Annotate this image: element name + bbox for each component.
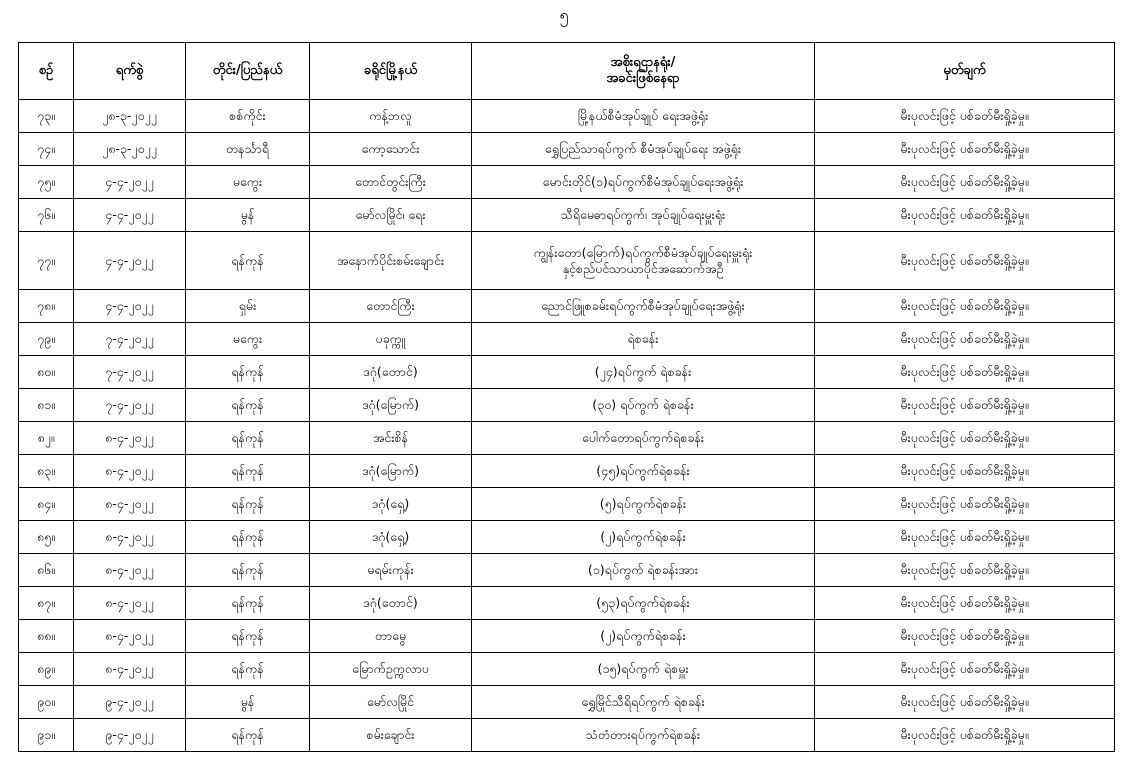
cell-date: ၉-၄-၂၀၂၂ (74, 686, 186, 719)
cell-date: ၇-၄-၂၀၂၂ (74, 356, 186, 389)
cell-township: ဒဂုံ(ရှေ့) (310, 521, 472, 554)
table-row (19, 356, 1115, 389)
cell-remark: မီးပုလင်းဖြင့် ပစ်ခတ်မီးရှို့ခဲ့မှု။ (815, 389, 1115, 422)
cell-date: ၂၈-၃-၂၀၂၂ (74, 100, 186, 133)
table-row (19, 100, 1115, 133)
cell-date: ၇-၄-၂၀၂၂ (74, 323, 186, 356)
table-row (19, 554, 1115, 587)
cell-township: ဒဂုံ(တောင်) (310, 587, 472, 620)
cell-location: (၅)ရပ်ကွက်ရဲစခန်း (472, 488, 815, 521)
cell-township: ဒဂုံ(တောင်) (310, 356, 472, 389)
cell-date: ၄-၄-၂၀၂၂ (74, 199, 186, 232)
cell-location-line2: နှင့်စည်ပင်သာယာပိုင်အဆောက်အဦ (562, 260, 724, 276)
cell-township: မြောက်ဥက္ကလာပ (310, 653, 472, 686)
cell-date: ၈-၄-၂၀၂၂ (74, 653, 186, 686)
cell-location: (၁၅)ရပ်ကွက် ရဲစမှူး (472, 653, 815, 686)
cell-remark: မီးပုလင်းဖြင့် ပစ်ခတ်မီးရှို့ခဲ့မှု။ (815, 554, 1115, 587)
cell-township: ကော့သောင်း (310, 133, 472, 166)
cell-date: ၈-၄-၂၀၂၂ (74, 554, 186, 587)
cell-remark: မီးပုလင်းဖြင့် ပစ်ခတ်မီးရှို့ခဲ့မှု။ (815, 653, 1115, 686)
cell-remark: မီးပုလင်းဖြင့် ပစ်ခတ်မီးရှို့ခဲ့မှု။ (815, 232, 1115, 290)
cell-remark: မီးပုလင်းဖြင့် ပစ်ခတ်မီးရှို့ခဲ့မှု။ (815, 199, 1115, 232)
table-row (19, 133, 1115, 166)
cell-region: ရန်ကုန် (186, 554, 310, 587)
cell-township: အင်းစိန် (310, 422, 472, 455)
cell-location (472, 232, 815, 290)
cell-no: ၇၇။ (19, 232, 74, 290)
cell-remark: မီးပုလင်းဖြင့် ပစ်ခတ်မီးရှို့ခဲ့မှု။ (815, 521, 1115, 554)
table-row (19, 455, 1115, 488)
header-location-line1: အစိုးရဌာနရုံး/ (610, 55, 676, 70)
cell-location: (၃၀) ရပ်ကွက် ရဲစခန်း (472, 389, 815, 422)
cell-township: အနောက်ပိုင်းစမ်းချောင်း (310, 232, 472, 290)
cell-remark: မီးပုလင်းဖြင့် ပစ်ခတ်မီးရှို့ခဲ့မှု။ (815, 323, 1115, 356)
cell-region: စစ်ကိုင်း (186, 100, 310, 133)
cell-remark: မီးပုလင်းဖြင့် ပစ်ခတ်မီးရှို့ခဲ့မှု။ (815, 422, 1115, 455)
cell-date: ၈-၄-၂၀၂၂ (74, 587, 186, 620)
cell-location: သီရိမေဓာရပ်ကွက်၊ အုပ်ချုပ်ရေးမှူးရုံး (472, 199, 815, 232)
cell-location: (၂)ရပ်ကွက်ရဲစခန်း (472, 620, 815, 653)
cell-remark: မီးပုလင်းဖြင့် ပစ်ခတ်မီးရှို့ခဲ့မှု။ (815, 290, 1115, 323)
cell-location: မောင်းတိုင်(၁)ရပ်ကွက်စီမံအုပ်ချုပ်ရေးအဖွဲ့ရုံး (472, 166, 815, 199)
cell-date: ၂၈-၃-၂၀၂၂ (74, 133, 186, 166)
cell-region: ရန်ကုန် (186, 521, 310, 554)
cell-date: ၈-၄-၂၀၂၂ (74, 455, 186, 488)
cell-township: ဒဂုံ(ရှေ့) (310, 488, 472, 521)
cell-date: ၈-၄-၂၀၂၂ (74, 422, 186, 455)
cell-date: ၇-၄-၂၀၂၂ (74, 389, 186, 422)
table-row (19, 422, 1115, 455)
cell-location: (၁)ရပ်ကွက် ရဲစခန်းအား (472, 554, 815, 587)
table-header-row (19, 43, 1115, 100)
cell-remark: မီးပုလင်းဖြင့် ပစ်ခတ်မီးရှို့ခဲ့မှု။ (815, 620, 1115, 653)
cell-remark: မီးပုလင်းဖြင့် ပစ်ခတ်မီးရှို့ခဲ့မှု။ (815, 100, 1115, 133)
cell-region: ရန်ကုန် (186, 422, 310, 455)
cell-location: (၄၅)ရပ်ကွက်ရဲစခန်း (472, 455, 815, 488)
cell-region: မွန် (186, 199, 310, 232)
cell-region: မကွေး (186, 323, 310, 356)
cell-no: ၉၀။ (19, 686, 74, 719)
cell-location: ရွှေပြည်သာရပ်ကွက် စီမံအုပ်ချုပ်ရေး အဖွဲ့ရုံး (472, 133, 815, 166)
cell-township: တောင်တွင်းကြီး (310, 166, 472, 199)
table-row (19, 323, 1115, 356)
cell-no: ၇၉။ (19, 323, 74, 356)
cell-no: ၈၂။ (19, 422, 74, 455)
cell-location: ညောင်ဖြူစခမ်းရပ်ကွက်စီမံအုပ်ချုပ်ရေးအဖွဲ့ရုံး (472, 290, 815, 323)
cell-region: ရှမ်း (186, 290, 310, 323)
table-row (19, 488, 1115, 521)
cell-region: ရန်ကုန် (186, 389, 310, 422)
cell-region: ရန်ကုန် (186, 356, 310, 389)
cell-township: တောင်ကြီး (310, 290, 472, 323)
table-row (19, 719, 1115, 752)
cell-region: ရန်ကုန် (186, 232, 310, 290)
cell-region: ရန်ကုန် (186, 488, 310, 521)
cell-no: ၇၄။ (19, 133, 74, 166)
cell-region: ရန်ကုန် (186, 455, 310, 488)
cell-no: ၇၅။ (19, 166, 74, 199)
cell-date: ၈-၄-၂၀၂၂ (74, 620, 186, 653)
cell-date: ၄-၄-၂၀၂၂ (74, 232, 186, 290)
cell-township: စမ်းချောင်း (310, 719, 472, 752)
cell-region: ရန်ကုန် (186, 653, 310, 686)
cell-remark: မီးပုလင်းဖြင့် ပစ်ခတ်မီးရှို့ခဲ့မှု။ (815, 719, 1115, 752)
cell-no: ၈၉။ (19, 653, 74, 686)
cell-location: ရွှေမြိုင်သီရိရပ်ကွက် ရဲစခန်း (472, 686, 815, 719)
cell-no: ၈၃။ (19, 455, 74, 488)
table-row (19, 686, 1115, 719)
cell-township: ဒဂုံ(မြောက်) (310, 455, 472, 488)
table-row (19, 521, 1115, 554)
header-region: တိုင်း/ပြည်နယ် (186, 43, 310, 100)
cell-location: (၅၃)ရပ်ကွက်ရဲစခန်း (472, 587, 815, 620)
cell-no: ၈၅။ (19, 521, 74, 554)
cell-township: မော်လမြိုင်၊ ရေး (310, 199, 472, 232)
cell-no: ၉၁။ (19, 719, 74, 752)
header-township: ခရိုင်မြို့နယ် (310, 43, 472, 100)
cell-region: တနင်္သာရီ (186, 133, 310, 166)
cell-region: ရန်ကုန် (186, 719, 310, 752)
cell-remark: မီးပုလင်းဖြင့် ပစ်ခတ်မီးရှို့ခဲ့မှု။ (815, 587, 1115, 620)
cell-township: ကန့်ဘလူ (310, 100, 472, 133)
cell-remark: မီးပုလင်းဖြင့် ပစ်ခတ်မီးရှို့ခဲ့မှု။ (815, 133, 1115, 166)
incident-table (18, 42, 1115, 752)
cell-no: ၇၈။ (19, 290, 74, 323)
cell-region: မွန် (186, 686, 310, 719)
cell-location: (၂)ရပ်ကွက်ရဲစခန်း (472, 521, 815, 554)
cell-no: ၈၀။ (19, 356, 74, 389)
table-row (19, 653, 1115, 686)
cell-remark: မီးပုလင်းဖြင့် ပစ်ခတ်မီးရှို့ခဲ့မှု။ (815, 356, 1115, 389)
page-number: ၅ (559, 5, 569, 24)
cell-remark: မီးပုလင်းဖြင့် ပစ်ခတ်မီးရှို့ခဲ့မှု။ (815, 488, 1115, 521)
cell-date: ၈-၄-၂၀၂၂ (74, 488, 186, 521)
cell-date: ၉-၄-၂၀၂၂ (74, 719, 186, 752)
table-row (19, 199, 1115, 232)
cell-region: မကွေး (186, 166, 310, 199)
header-location (472, 43, 815, 100)
cell-no: ၈၇။ (19, 587, 74, 620)
cell-township: မရမ်းကုန်း (310, 554, 472, 587)
table-row (19, 166, 1115, 199)
cell-region: ရန်ကုန် (186, 587, 310, 620)
cell-region: ရန်ကုန် (186, 620, 310, 653)
cell-location-line1: ကျွန်းတော(မြောက်)ရပ်ကွက်စီမံအုပ်ချုပ်ရေးမှူးရုံး (533, 244, 753, 260)
table-row (19, 620, 1115, 653)
cell-township: တာမွေ (310, 620, 472, 653)
header-date: ရက်စွဲ (74, 43, 186, 100)
header-remark: မှတ်ချက် (815, 43, 1115, 100)
cell-remark: မီးပုလင်းဖြင့် ပစ်ခတ်မီးရှို့ခဲ့မှု။ (815, 455, 1115, 488)
cell-no: ၈၈။ (19, 620, 74, 653)
cell-township: ပခုက္ကူ (310, 323, 472, 356)
header-location-line2: အခင်းဖြစ်နေရာ (606, 71, 680, 86)
cell-location: (၂၄)ရပ်ကွက် ရဲစခန်း (472, 356, 815, 389)
cell-date: ၄-၄-၂၀၂၂ (74, 290, 186, 323)
cell-remark: မီးပုလင်းဖြင့် ပစ်ခတ်မီးရှို့ခဲ့မှု။ (815, 686, 1115, 719)
cell-no: ၈၁။ (19, 389, 74, 422)
cell-remark: မီးပုလင်းဖြင့် ပစ်ခတ်မီးရှို့ခဲ့မှု။ (815, 166, 1115, 199)
table-row (19, 587, 1115, 620)
cell-no: ၇၆။ (19, 199, 74, 232)
table-row (19, 290, 1115, 323)
cell-location: ရဲစခန်း (472, 323, 815, 356)
cell-date: ၈-၄-၂၀၂၂ (74, 521, 186, 554)
cell-date: ၄-၄-၂၀၂၂ (74, 166, 186, 199)
cell-no: ၈၄။ (19, 488, 74, 521)
table-row (19, 232, 1115, 290)
cell-township: မော်လမြိုင် (310, 686, 472, 719)
cell-location: သံတံတားရပ်ကွက်ရဲစခန်း (472, 719, 815, 752)
cell-no: ၈၆။ (19, 554, 74, 587)
table-row (19, 389, 1115, 422)
cell-township: ဒဂုံ(မြောက်) (310, 389, 472, 422)
cell-location: ပေါက်တောရပ်ကွက်ရဲစခန်း (472, 422, 815, 455)
cell-location: မြို့နယ်စီမံအုပ်ချုပ် ရေးအဖွဲ့ရုံး (472, 100, 815, 133)
header-no: စဉ် (19, 43, 74, 100)
cell-no: ၇၃။ (19, 100, 74, 133)
